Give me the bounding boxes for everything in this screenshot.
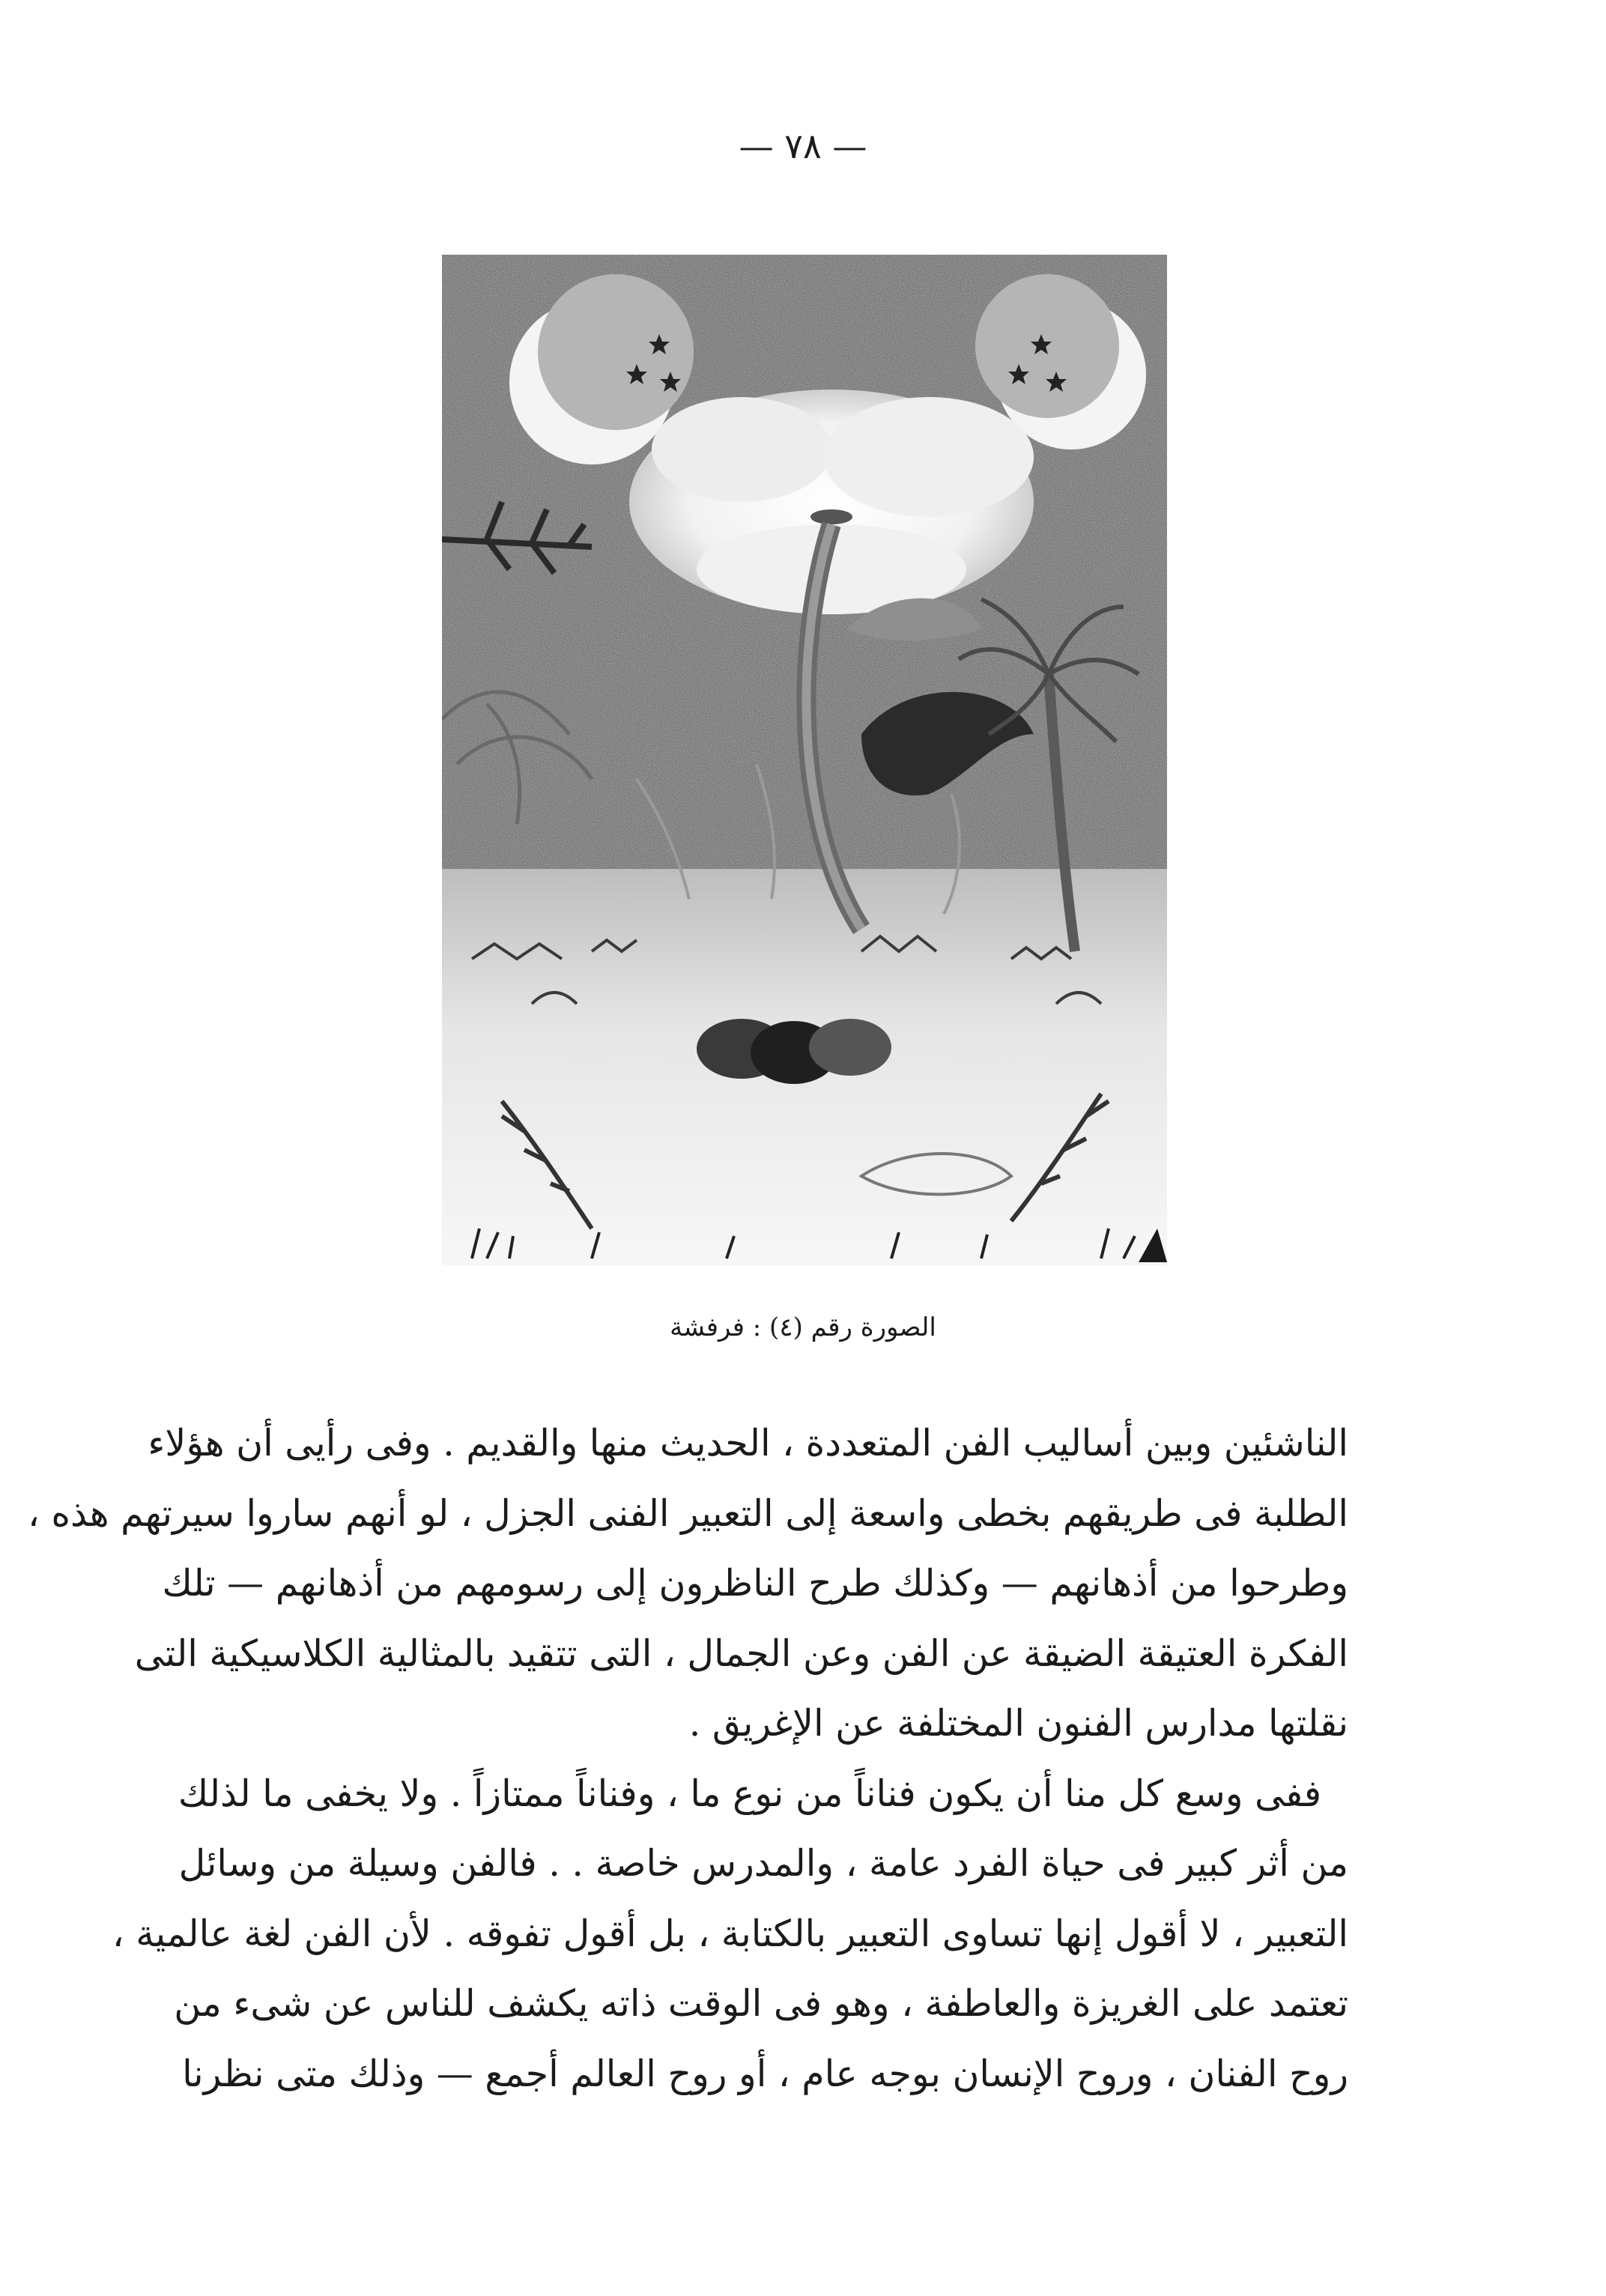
text-line: التعبير ، لا أقول إنها تساوى التعبير بالكتابة ، بل أقول تفوقه . لأن الفن لغة عالمية ، (112, 1912, 1348, 1955)
text-line: من أثر كبير فى حياة الفرد عامة ، والمدرس خاصة . . فالفن وسيلة من وسائل (178, 1842, 1348, 1885)
flower-head (629, 390, 1034, 614)
paragraph-2 (112, 1759, 1348, 2109)
children-drawing-image (442, 255, 1167, 1266)
text-line: تعتمد على الغريزة والعاطفة ، وهو فى الوقت ذاته يكشف للناس عن شىء من (174, 1982, 1348, 2025)
text-line: الطلبة فى طريقهم بخطى واسعة إلى التعبير الفنى الجزل ، لو أنهم ساروا سيرتهم هذه ، (27, 1491, 1348, 1535)
figure-illustration (442, 255, 1167, 1266)
dark-mounds (697, 1019, 891, 1084)
figure-caption: الصورة رقم (٤) : فرفشة (670, 1312, 936, 1342)
text-line: نقلتها مدارس الفنون المختلفة عن الإغريق . (688, 1702, 1348, 1745)
body-text (27, 1408, 1348, 2109)
text-line: ففى وسع كل منا أن يكون فناناً من نوع ما ، وفناناً ممتازاً . ولا يخفى ما لذلك (178, 1772, 1321, 1815)
paragraph-1 (27, 1408, 1348, 1759)
page-number: — ٧٨ — (739, 126, 867, 166)
text-line: وطرحوا من أذهانهم — وكذلك طرح الناظرون إلى رسومهم من أذهانهم — تلك (162, 1562, 1348, 1605)
text-line: الفكرة العتيقة الضيقة عن الفن وعن الجمال ، التى تتقيد بالمثالية الكلاسيكية التى (134, 1632, 1348, 1675)
text-line: روح الفنان ، وروح الإنسان بوجه عام ، أو روح العالم أجمع — وذلك متى نظرنا (182, 2052, 1348, 2095)
text-line: الناشئين وبين أساليب الفن المتعددة ، الحديث منها والقديم . وفى رأيى أن هؤلاء (148, 1422, 1348, 1464)
